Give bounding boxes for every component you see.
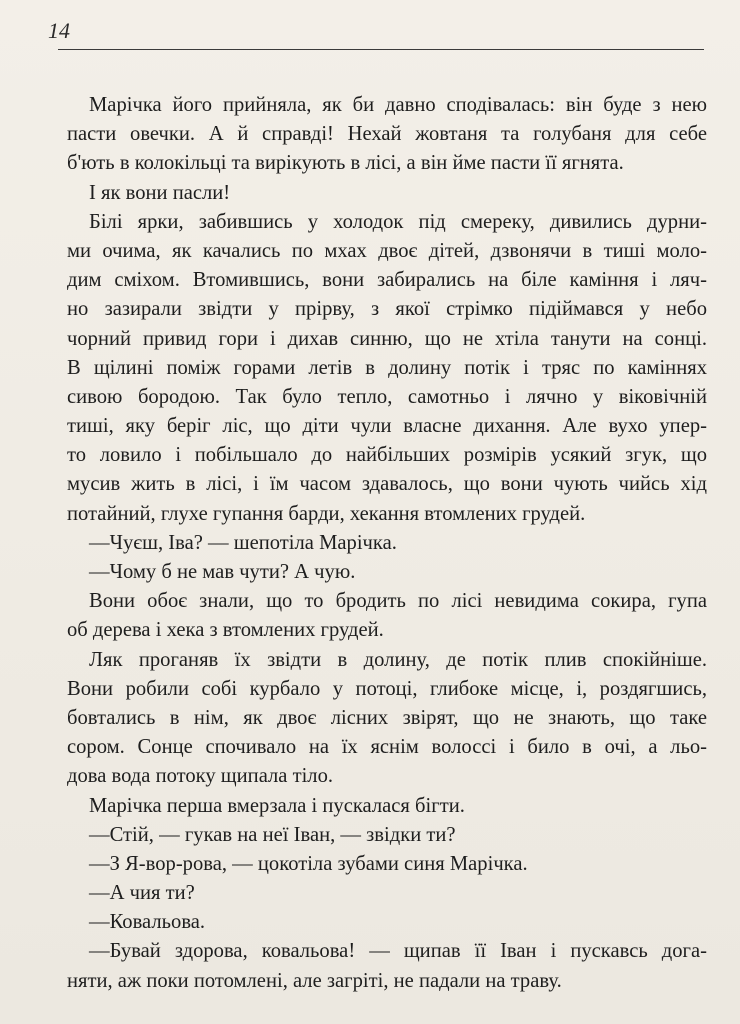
- text-line: Ляк проганяв їх звідти в долину, де потік плив спокійніше.: [89, 648, 707, 671]
- page-number: 14: [48, 18, 70, 43]
- text-line: сивою бородою. Так було тепло, самотньо і лячно у віковічній: [67, 385, 707, 408]
- text-line: —З Я-вор-рова, — цокотіла зубами синя Марічка.: [89, 852, 528, 875]
- text-line: —Бувай здорова, ковальова! — щипав її Іван і пускавсь дога-: [89, 940, 707, 963]
- header-rule: [58, 49, 704, 50]
- text-line: тиші, яку беріг ліс, що діти чули власне дихання. Але вухо упер-: [67, 415, 707, 438]
- text-line: мусив жить в лісі, і їм часом здавалось, що вони чують чийсь хід: [67, 473, 707, 496]
- text-line: І як вони пасли!: [89, 181, 231, 204]
- text-line: —Чуєш, Іва? — шепотіла Марічка.: [89, 531, 397, 554]
- text-line: но зазирали звідти у прірву, з якої стрімко підіймався у небо: [67, 298, 707, 321]
- text-line: бовтались в нім, як двоє лісних звірят, що не знають, що таке: [67, 706, 707, 729]
- text-line: —Ковальова.: [89, 911, 206, 934]
- text-line: чорний привид гори і дихав синню, що не хтіла танути на сонці.: [67, 327, 707, 350]
- text-line: Марічка перша вмерзала і пускалася бігти.: [89, 794, 465, 817]
- text-line: —А чия ти?: [89, 882, 195, 905]
- text-line: —Стій, — гукав на неї Іван, — звідки ти?: [89, 823, 456, 846]
- text-line: Марічка його прийняла, як би давно сподівалась: він буде з нею: [89, 94, 707, 116]
- text-line: б'ють в колокільці та вирікують в лісі, а він йме пасти її ягнята.: [67, 152, 624, 175]
- text-line: Вони обоє знали, що то бродить по лісі невидима сокира, гупа: [89, 590, 707, 613]
- text-line: ми очима, як качались по мхах двоє дітей, дзвонячи в тиші моло-: [67, 239, 707, 262]
- text-line: Білі ярки, забившись у холодок під смереку, дивились дурни-: [89, 210, 707, 233]
- text-line: дим сміхом. Втомившись, вони забирались на біле каміння і ляч-: [67, 269, 707, 292]
- body-text: [67, 91, 707, 996]
- text-line: дова вода потоку щипала тіло.: [67, 765, 334, 788]
- text-line: —Чому б не мав чути? А чую.: [89, 561, 356, 583]
- text-line: Вони робили собі курбало у потоці, глибоке місце, і, роздягшись,: [67, 677, 707, 700]
- text-line: потайний, глухе гупання барди, хекання втомлених грудей.: [67, 502, 586, 525]
- text-line: В щілині поміж горами летів в долину потік і тряс по каміннях: [67, 356, 707, 379]
- text-line: сором. Сонце спочивало на їх яснім волоссі і било в очі, а льо-: [67, 736, 707, 759]
- text-line: пасти овечки. А й справді! Нехай жовтаня та голубаня для себе: [67, 123, 707, 146]
- text-line: няти, аж поки потомлені, але загріті, не падали на траву.: [67, 969, 562, 992]
- text-line: об дерева і хека з втомлених грудей.: [67, 619, 384, 642]
- text-line: то ловило і побільшало до найбільших розмірів усякий згук, що: [67, 444, 707, 467]
